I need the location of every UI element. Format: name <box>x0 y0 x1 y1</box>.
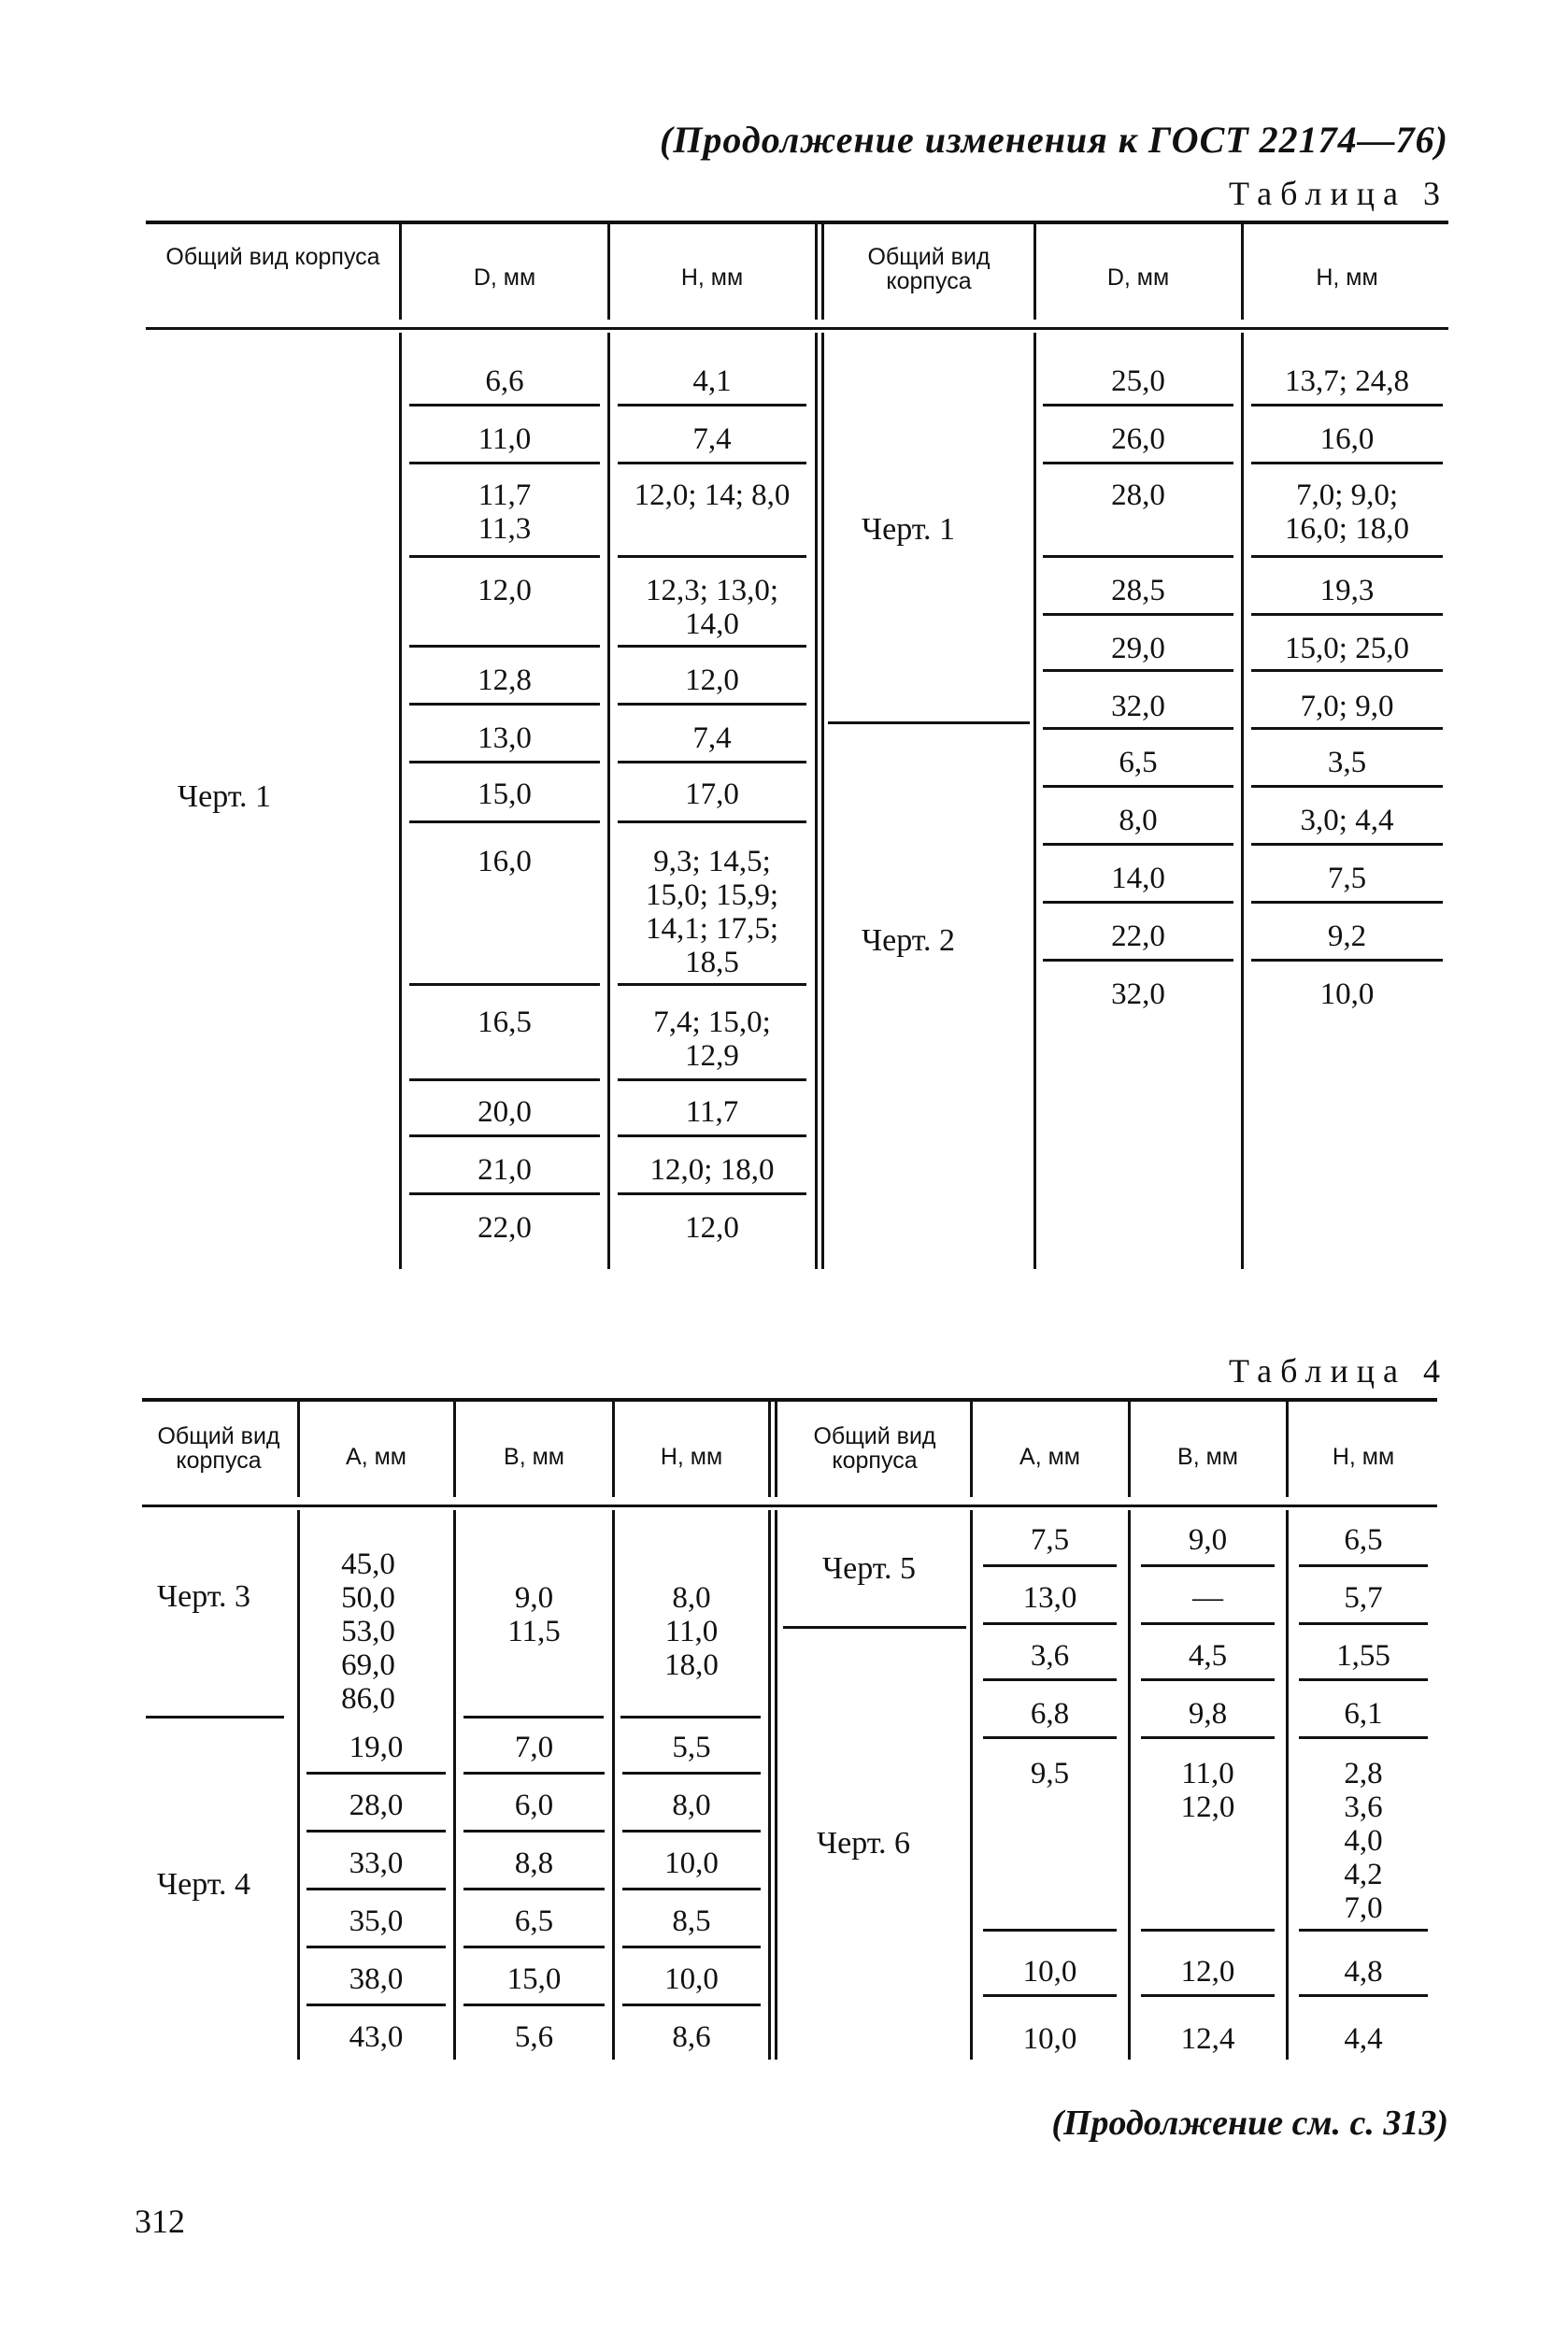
t4-right6-h-4: 4,4 <box>1344 2022 1383 2056</box>
t4-right6-h-1: 6,1 <box>1344 1697 1383 1731</box>
t4-left-h-4: 10,0 <box>664 1962 719 1996</box>
t4-right5-b-0: 9,0 <box>1188 1523 1228 1557</box>
t3-left-d-11: 22,0 <box>478 1211 532 1245</box>
t3-col-h-left: H, мм <box>680 264 744 291</box>
t4-right6-a-4: 10,0 <box>1022 2022 1077 2056</box>
t3-left-d-10: 21,0 <box>478 1153 532 1187</box>
t3-left-h-3: 12,3; 13,0; 14,0 <box>645 574 779 641</box>
t3-left-d-1: 11,0 <box>478 422 532 456</box>
t3-right1-d-4: 29,0 <box>1111 632 1165 665</box>
t4-col-b-left: B, мм <box>504 1444 564 1470</box>
t3-left-h-1: 7,4 <box>692 422 732 456</box>
t4-right5-h-1: 5,7 <box>1344 1581 1383 1615</box>
t4-left-a-4: 38,0 <box>349 1962 404 1996</box>
t3-group-chert1-right: Черт. 1 <box>862 512 956 547</box>
continuation-footer: (Продолжение см. с. 313) <box>1051 2104 1448 2143</box>
t4-left-a-2: 33,0 <box>349 1847 404 1880</box>
t4-left-b-3: 6,5 <box>514 1904 554 1938</box>
t4-left-a-0: 19,0 <box>349 1731 404 1764</box>
t3-right1-d-2: 28,0 <box>1111 478 1165 512</box>
t4-left-a-3: 35,0 <box>349 1904 404 1938</box>
t3-right1-h-0: 13,7; 24,8 <box>1285 364 1409 398</box>
t3-group-chert1-left: Черт. 1 <box>178 779 272 814</box>
t4-left-b-2: 8,8 <box>514 1847 554 1880</box>
t3-col-d-left: D, мм <box>473 264 536 291</box>
t4-right6-h-2: 2,8 3,6 4,0 4,2 7,0 <box>1344 1757 1383 1925</box>
t3-left-d-2: 11,7 11,3 <box>478 478 532 546</box>
t3-right1-d-3: 28,5 <box>1111 574 1165 607</box>
t4-chert3-b: 9,0 11,5 <box>507 1581 561 1648</box>
t3-col-view-left: Общий вид корпуса <box>165 244 380 270</box>
t3-right1-d-1: 26,0 <box>1111 422 1165 456</box>
continuation-header: (Продолжение изменения к ГОСТ 22174—76) <box>659 119 1448 161</box>
t4-right6-a-0: 3,6 <box>1030 1639 1070 1673</box>
t3-right2-d-2: 14,0 <box>1111 862 1165 895</box>
t4-col-view-left: Общий вид корпуса <box>157 1423 280 1474</box>
t3-right1-h-3: 19,3 <box>1319 574 1375 607</box>
t3-right2-d-4: 32,0 <box>1111 977 1165 1011</box>
t4-left-b-0: 7,0 <box>514 1731 554 1764</box>
t3-right1-h-4: 15,0; 25,0 <box>1285 632 1409 665</box>
t4-right6-h-0: 1,55 <box>1336 1639 1390 1673</box>
t3-left-h-8: 7,4; 15,0; 12,9 <box>653 1005 771 1073</box>
t4-left-a-1: 28,0 <box>349 1789 404 1822</box>
t3-right1-d-5: 32,0 <box>1111 690 1165 723</box>
t3-right2-h-1: 3,0; 4,4 <box>1300 804 1394 837</box>
t3-left-d-6: 15,0 <box>478 777 532 811</box>
t4-right5-b-1: — <box>1192 1581 1223 1615</box>
t4-right6-b-3: 12,0 <box>1180 1955 1235 1989</box>
t4-left-h-5: 8,6 <box>672 2020 711 2054</box>
t4-group-chert6: Черт. 6 <box>817 1826 911 1861</box>
t4-col-h-left: H, мм <box>660 1444 723 1470</box>
t4-right5-h-0: 6,5 <box>1344 1523 1383 1557</box>
t3-col-view-right: Общий вид корпуса <box>867 244 991 294</box>
t3-right2-h-4: 10,0 <box>1319 977 1375 1011</box>
t4-chert3-h: 8,0 11,0 18,0 <box>664 1581 719 1682</box>
t3-col-h-right: H, мм <box>1316 264 1378 291</box>
t3-left-h-10: 12,0; 18,0 <box>649 1153 775 1187</box>
t4-left-h-3: 8,5 <box>672 1904 711 1938</box>
t4-right5-a-0: 7,5 <box>1030 1523 1070 1557</box>
t3-left-h-11: 12,0 <box>685 1211 739 1245</box>
t3-left-d-8: 16,5 <box>478 1005 532 1039</box>
t3-right2-d-1: 8,0 <box>1119 804 1158 837</box>
page-number: 312 <box>135 2203 185 2240</box>
t3-right2-d-3: 22,0 <box>1111 920 1165 953</box>
t4-right6-b-0: 4,5 <box>1188 1639 1228 1673</box>
table4-title: Таблица 4 <box>1229 1352 1448 1390</box>
t4-right6-b-1: 9,8 <box>1188 1697 1228 1731</box>
t3-left-d-5: 13,0 <box>478 721 532 755</box>
t4-right5-a-1: 13,0 <box>1022 1581 1077 1615</box>
t3-right1-h-5: 7,0; 9,0 <box>1300 690 1394 723</box>
t4-group-chert4: Черт. 4 <box>157 1867 251 1902</box>
t4-left-b-4: 15,0 <box>506 1962 562 1996</box>
t4-col-b-right: B, мм <box>1177 1444 1238 1470</box>
t3-right2-d-0: 6,5 <box>1119 746 1158 779</box>
t4-col-view-right: Общий вид корпуса <box>813 1423 936 1474</box>
t3-left-d-0: 6,6 <box>485 364 524 398</box>
t4-right6-a-1: 6,8 <box>1030 1697 1070 1731</box>
t4-right6-h-3: 4,8 <box>1344 1955 1383 1989</box>
t3-left-h-6: 17,0 <box>685 777 739 811</box>
t4-group-chert3: Черт. 3 <box>157 1579 251 1614</box>
t3-left-h-0: 4,1 <box>692 364 732 398</box>
t3-right2-h-0: 3,5 <box>1327 746 1367 779</box>
t4-left-b-1: 6,0 <box>514 1789 554 1822</box>
t3-left-h-5: 7,4 <box>692 721 732 755</box>
t3-left-h-7: 9,3; 14,5; 15,0; 15,9; 14,1; 17,5; 18,5 <box>645 845 779 979</box>
t3-right1-h-1: 16,0 <box>1319 422 1375 456</box>
t4-right6-a-3: 10,0 <box>1022 1955 1077 1989</box>
t3-right2-h-2: 7,5 <box>1327 862 1367 895</box>
t4-col-a-left: A, мм <box>346 1444 406 1470</box>
t3-left-d-4: 12,8 <box>478 663 532 697</box>
t4-right6-b-2: 11,0 12,0 <box>1180 1757 1235 1824</box>
t4-col-a-right: A, мм <box>1019 1444 1080 1470</box>
t3-left-d-7: 16,0 <box>478 845 532 878</box>
t3-right1-h-2: 7,0; 9,0; 16,0; 18,0 <box>1285 478 1409 546</box>
t3-left-d-3: 12,0 <box>478 574 532 607</box>
t3-left-d-9: 20,0 <box>478 1095 532 1129</box>
t3-col-d-right: D, мм <box>1106 264 1170 291</box>
t4-right6-b-4: 12,4 <box>1180 2022 1235 2056</box>
t3-left-h-9: 11,7 <box>685 1095 739 1129</box>
t4-left-h-2: 10,0 <box>664 1847 719 1880</box>
t4-col-h-right: H, мм <box>1332 1444 1395 1470</box>
t3-left-h-2: 12,0; 14; 8,0 <box>634 478 791 512</box>
t4-left-h-1: 8,0 <box>672 1789 711 1822</box>
t3-right2-h-3: 9,2 <box>1327 920 1367 953</box>
t3-right1-d-0: 25,0 <box>1111 364 1165 398</box>
t3-group-chert2-right: Черт. 2 <box>862 923 956 958</box>
t4-group-chert5: Черт. 5 <box>822 1551 917 1586</box>
t4-left-a-5: 43,0 <box>349 2020 404 2054</box>
t4-chert3-a: 45,0 50,0 53,0 69,0 86,0 <box>341 1547 395 1716</box>
t4-right6-a-2: 9,5 <box>1030 1757 1070 1790</box>
table3-title: Таблица 3 <box>1229 175 1448 212</box>
t4-left-b-5: 5,6 <box>514 2020 554 2054</box>
t3-left-h-4: 12,0 <box>685 663 739 697</box>
t4-left-h-0: 5,5 <box>672 1731 711 1764</box>
